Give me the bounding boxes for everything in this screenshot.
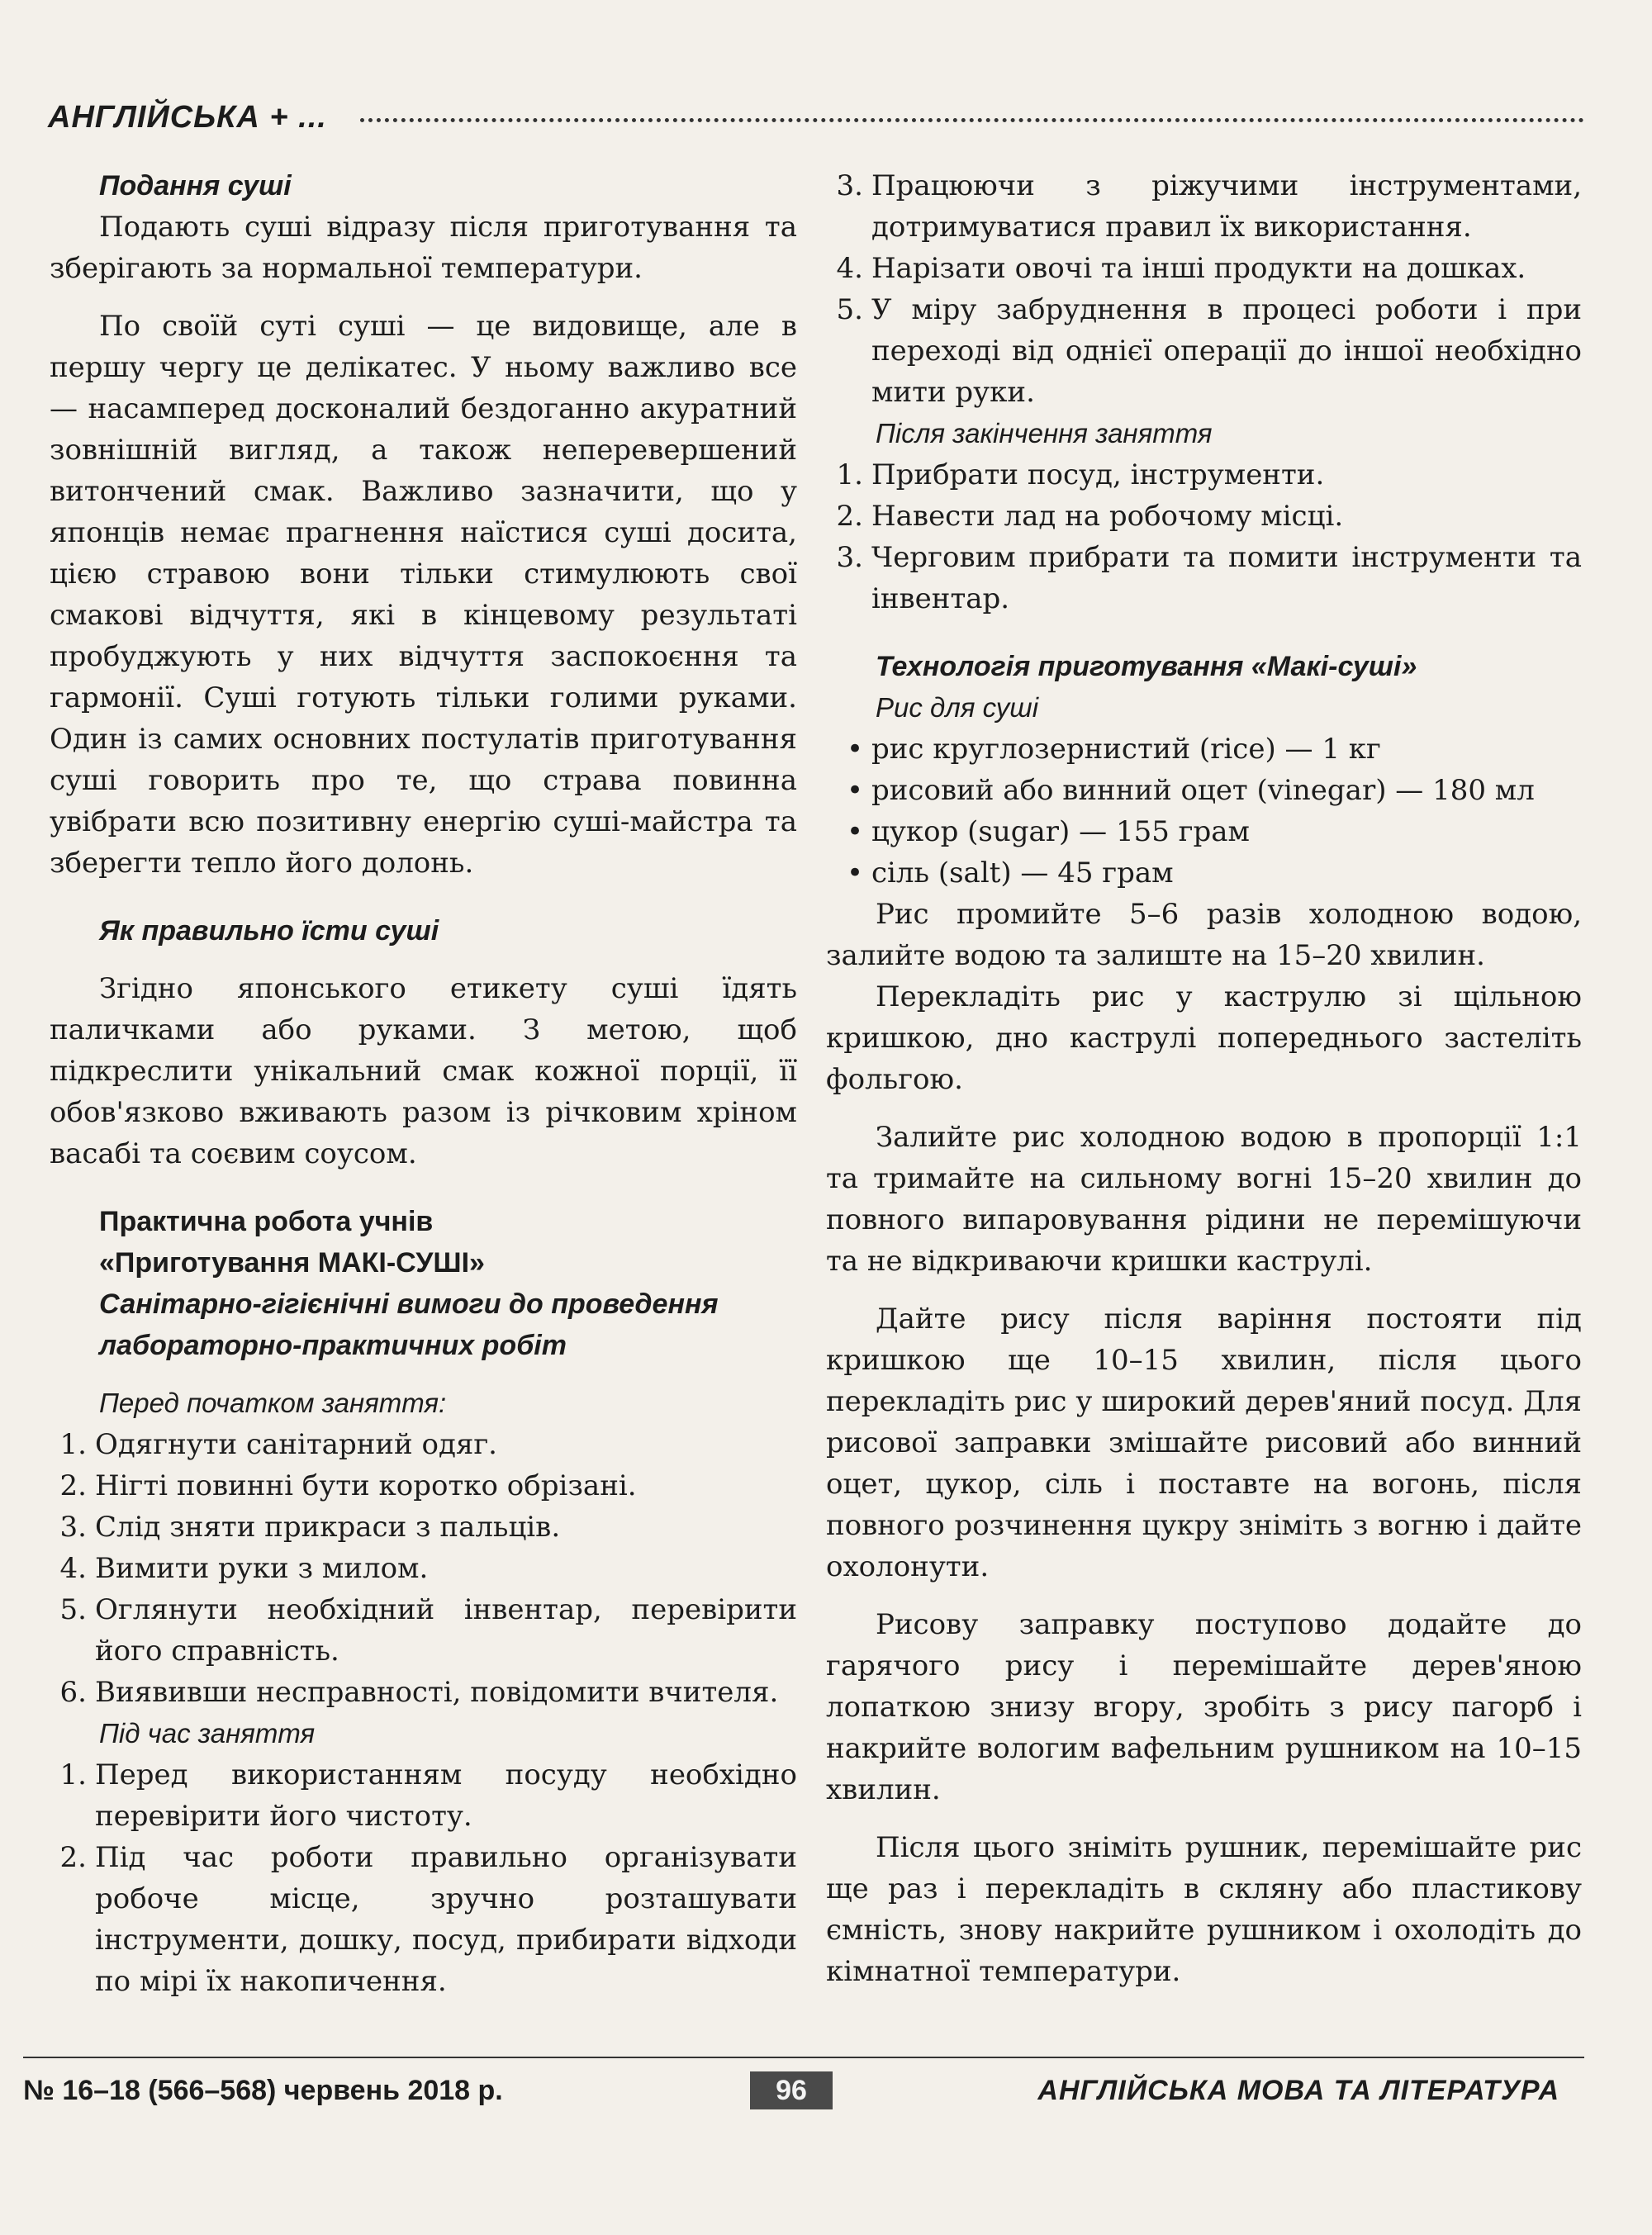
step-2-paragraph: Перекладіть рис у каструлю зі щільною кришкою, дно каструлі попереднього застеліть фольгою. <box>826 980 1582 1096</box>
step-3-paragraph: Залийте рис холодною водою в пропорції 1:1 та тримайте на сильному вогні 15–20 хвилин до повного випаровування рідини не перемішуючи та не відкриваючи кришки каструлі. <box>826 1121 1582 1278</box>
list-item: 3. Черговим прибрати та помити інструменти та інвентар. <box>836 541 1582 615</box>
left-column <box>50 165 797 2002</box>
list-item: 1. Прибрати посуд, інструменти. <box>836 458 1325 491</box>
technology-heading: Технологія приготування «Макі-суші» <box>876 651 1417 682</box>
ingredient-item: • рис круглозернистий (rice) — 1 кг <box>846 733 1381 766</box>
list-item: 3. Слід зняти прикраси з пальців. <box>59 1511 561 1544</box>
issue-number: № 16–18 (566–568) червень 2018 р. <box>23 2075 503 2106</box>
right-column <box>826 165 1582 1992</box>
step-4-paragraph: Дайте рису після варіння постояти під кришкою ще 10–15 хвилин, після цього перекладіть рис у широкий дерев'яний посуд. Для рисової заправки змішайте рисовий або винний оцет, цукор, сіль і поставте на вогонь, після повного розчинення цукру зніміть з вогню і дайте охолонути. <box>826 1303 1582 1583</box>
list-item: 6. Виявивши несправності, повідомити вчителя. <box>59 1676 779 1709</box>
ingredient-item: • цукор (sugar) — 155 грам <box>846 815 1250 848</box>
list-item: 1. Одягнути санітарний одяг. <box>59 1428 497 1461</box>
list-item: 5. Оглянути необхідний інвентар, перевірити його справність. <box>59 1593 797 1668</box>
step-6-paragraph: Після цього зніміть рушник, перемішайте рис ще раз і перекладіть в скляну або пластикову ємність, знову накрийте рушником і охолодіть до кімнатної температури. <box>826 1831 1582 1988</box>
before-lesson-list <box>50 1424 797 1713</box>
serving-paragraph-2: По своїй суті суші — це видовище, але в першу чергу це делікатес. У ньому важливо все — насамперед досконалий бездоганно акуратний зовнішній вигляд, а також неперевершений витончений смак. Важливо зазначити, що у японців немає прагнення наїстися суші досита, цією стравою вони тільки стимулюють свої смакові відчуття, які в кінцевому результаті пробуджують у них відчуття заспокоєння та гармонії. Суші готують тільки голими руками. Один із самих основних постулатів приготування суші говорить про те, що страва повинна увібрати всю позитивну енергію суші-майстра та зберегти тепло його долонь. <box>50 310 797 880</box>
after-lesson-list <box>826 454 1582 619</box>
serving-heading: Подання суші <box>99 170 292 202</box>
header-title: АНГЛІЙСЬКА + ... <box>48 99 327 135</box>
ingredient-item: • сіль (salt) — 45 грам <box>846 857 1174 890</box>
footer-rule <box>23 2057 1584 2058</box>
rice-heading: Рис для суші <box>876 692 1039 723</box>
step-5-paragraph: Рисову заправку поступово додайте до гарячого рису і перемішайте дерев'яною лопаткою знизу вгору, зробіть з рису пагорб і накрийте вологим вафельним рушником на 10–15 хвилин. <box>826 1608 1582 1806</box>
during-lesson-list <box>50 1754 797 2002</box>
sanitary-heading: Санітарно-гігієнічні вимоги до проведення лабораторно-практичних робіт <box>99 1288 719 1361</box>
journal-title: АНГЛІЙСЬКА МОВА ТА ЛІТЕРАТУРА <box>1037 2075 1559 2106</box>
ingredient-item: • рисовий або винний оцет (vinegar) — 180 мл <box>846 774 1535 807</box>
during-lesson-list-continued <box>826 165 1582 413</box>
before-lesson-heading: Перед початком заняття: <box>99 1388 447 1418</box>
how-to-eat-paragraph: Згідно японського етикету суші їдять паличками або руками. З метою, щоб підкреслити унікальний смак кожної порції, її обов'язково вживають разом із річковим хріном васабі та соєвим соусом. <box>50 972 797 1170</box>
page-number: 96 <box>750 2071 833 2109</box>
step-1-paragraph: Рис промийте 5–6 разів холодною водою, залийте водою та залиште на 15–20 хвилин. <box>826 898 1582 972</box>
during-lesson-heading: Під час заняття <box>99 1718 316 1749</box>
practical-heading-line-1: Практична робота учнів <box>99 1206 434 1237</box>
header-dotted-rule <box>360 118 1584 122</box>
practical-heading-line-2: «Приготування МАКІ-СУШІ» <box>99 1247 485 1279</box>
running-header <box>48 93 1584 142</box>
list-item: 1. Перед використанням посуду необхідно перевірити його чистоту. <box>59 1758 797 1833</box>
list-item: 4. Вимити руки з милом. <box>59 1552 429 1585</box>
list-item: 5. У міру забруднення в процесі роботи і при переході від однієї операції до іншої необхідно мити руки. <box>836 293 1582 409</box>
list-item: 3. Працюючи з ріжучими інструментами, дотримуватися правил їх використання. <box>836 169 1582 244</box>
list-item: 2. Навести лад на робочому місці. <box>836 500 1344 533</box>
page-footer <box>23 2070 1584 2111</box>
list-item: 2. Під час роботи правильно організувати робоче місце, зручно розташувати інструменти, дошку, посуд, прибирати відходи по мірі їх накопичення. <box>59 1841 797 1998</box>
how-to-eat-heading: Як правильно їсти суші <box>99 915 439 947</box>
ingredients-list <box>826 728 1582 894</box>
list-item: 2. Нігті повинні бути коротко обрізані. <box>59 1469 637 1502</box>
serving-paragraph-1: Подають суші відразу після приготування та зберігають за нормальної температури. <box>50 211 797 285</box>
list-item: 4. Нарізати овочі та інші продукти на дошках. <box>836 252 1526 285</box>
after-lesson-heading: Після закінчення заняття <box>876 418 1213 448</box>
